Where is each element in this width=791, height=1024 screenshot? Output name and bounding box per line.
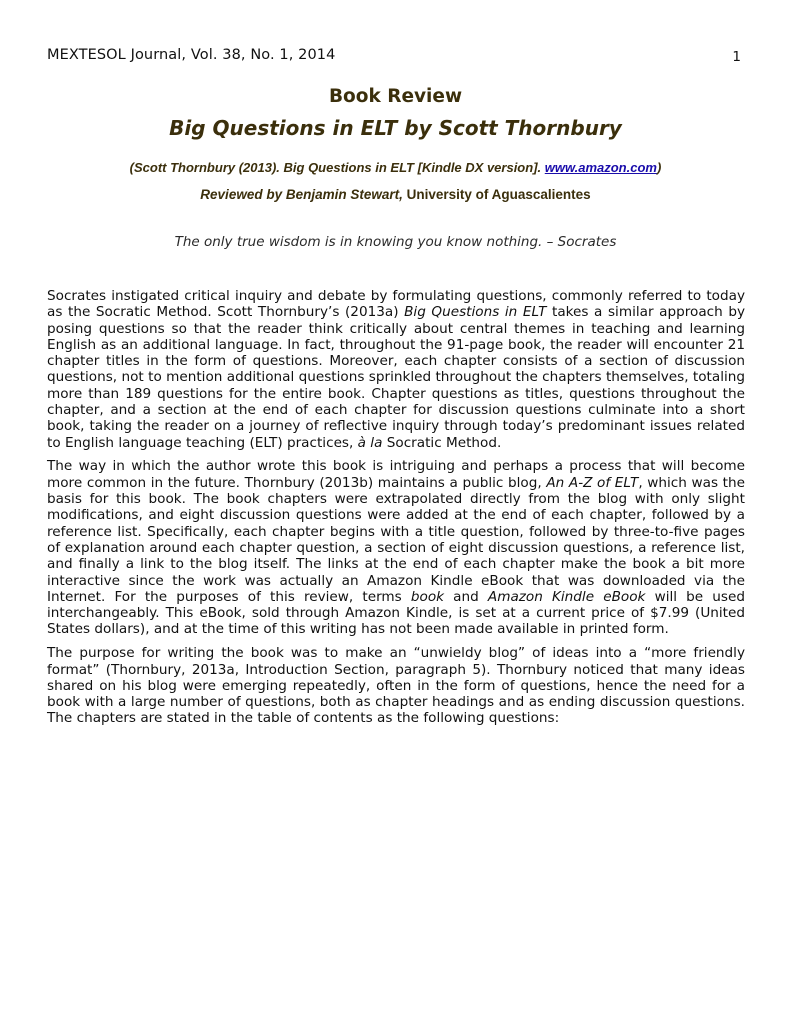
paragraph-1 — [47, 288, 745, 451]
p1-text-1: Socrates instigated critical inquiry and debate by formulating questions, commonly referred to today as the Socratic Method. Scott Thornbury’s (2013a) — [47, 288, 745, 321]
citation-text: (Scott Thornbury (2013). Big Questions in ELT [Kindle DX version]. — [129, 160, 545, 175]
body-text — [47, 288, 745, 734]
p1-text-3: Socratic Method. — [382, 434, 502, 451]
reviewer-affiliation: University of Aguascalientes — [406, 187, 591, 202]
p2-text-1: The way in which the author wrote this book is intriguing and perhaps a process that will become more common in the future. Thornbury (2013b) maintains a public blog, — [47, 458, 745, 491]
citation-closing: ) — [656, 160, 662, 175]
citation — [47, 160, 744, 175]
p3-text-1: The purpose for writing the book was to make an “unwieldy blog” of ideas into a “more friendly format” (Thornbury, 2013a, Introduction Section, paragraph 5). Thornbury noticed that many ideas shared on his blog were emerging repeatedly, often in the form of questions, hence the need for a book with a large number of questions, both as chapter headings and as ending discussion questions. The chapters are stated in the table of contents as the following questions: — [47, 645, 745, 727]
p2-text-3: and — [444, 588, 488, 605]
citation-link[interactable]: www.amazon.com — [544, 160, 657, 175]
section-heading: Book Review — [328, 86, 463, 107]
reviewer-name: Reviewed by Benjamin Stewart, — [200, 187, 407, 202]
p2-text-2: , which was the basis for this book. The book chapters were extrapolated directly from the blog with only slight modifications, and eight discussion questions were added at the end of each chapter, followed by a reference list. Specifically, each chapter begins with a title question, followed by three-to-five pages of explanation around each chapter question, a section of eight discussion questions, a reference list, and finally a link to the blog itself. The links at the end of each chapter make the book a bit more interactive since the work was actually an Amazon Kindle eBook that was downloaded via the Internet. For the purposes of this review, terms — [47, 474, 745, 605]
epigraph: The only true wisdom is in knowing you know nothing. – Socrates — [174, 234, 617, 250]
p2-italic-blog: An A-Z of ELT — [546, 474, 639, 491]
p1-text-2: takes a similar approach by posing questions so that the reader think critically about central themes in teaching and learning English as an additional language. In fact, throughout the 91-page book, the reader will encounter 21 chapter titles in the form of questions. Moreover, each chapter consists of a section of discussion questions, not to mention additional questions sprinkled throughout the chapters themselves, totaling more than 189 questions for the entire book. Chapter questions as titles, questions throughout the chapter, and a section at the end of each chapter for discussion questions culminate into a short book, taking the reader on a journey of reflective inquiry through today’s predominant issues related to English language teaching (ELT) practices, — [47, 304, 745, 451]
reviewer-line — [47, 187, 744, 202]
p1-italic-title: Big Questions in ELT — [404, 304, 547, 321]
p1-italic-phrase: à la — [357, 434, 383, 451]
running-head: MEXTESOL Journal, Vol. 38, No. 1, 2014 — [47, 47, 336, 63]
p2-italic-term-1: book — [410, 588, 445, 605]
paragraph-3 — [47, 645, 745, 726]
p2-text-4: will be used interchangeably. This eBook, sold through Amazon Kindle, is set at a current price of $7.99 (United States dollars), and at the time of this writing has not been made available in printed form. — [47, 588, 745, 638]
page-number: 1 — [732, 49, 741, 65]
book-title: Big Questions in ELT by Scott Thornbury — [169, 116, 622, 140]
p2-italic-term-2: Amazon Kindle eBook — [487, 588, 646, 605]
paragraph-2 — [47, 458, 745, 637]
